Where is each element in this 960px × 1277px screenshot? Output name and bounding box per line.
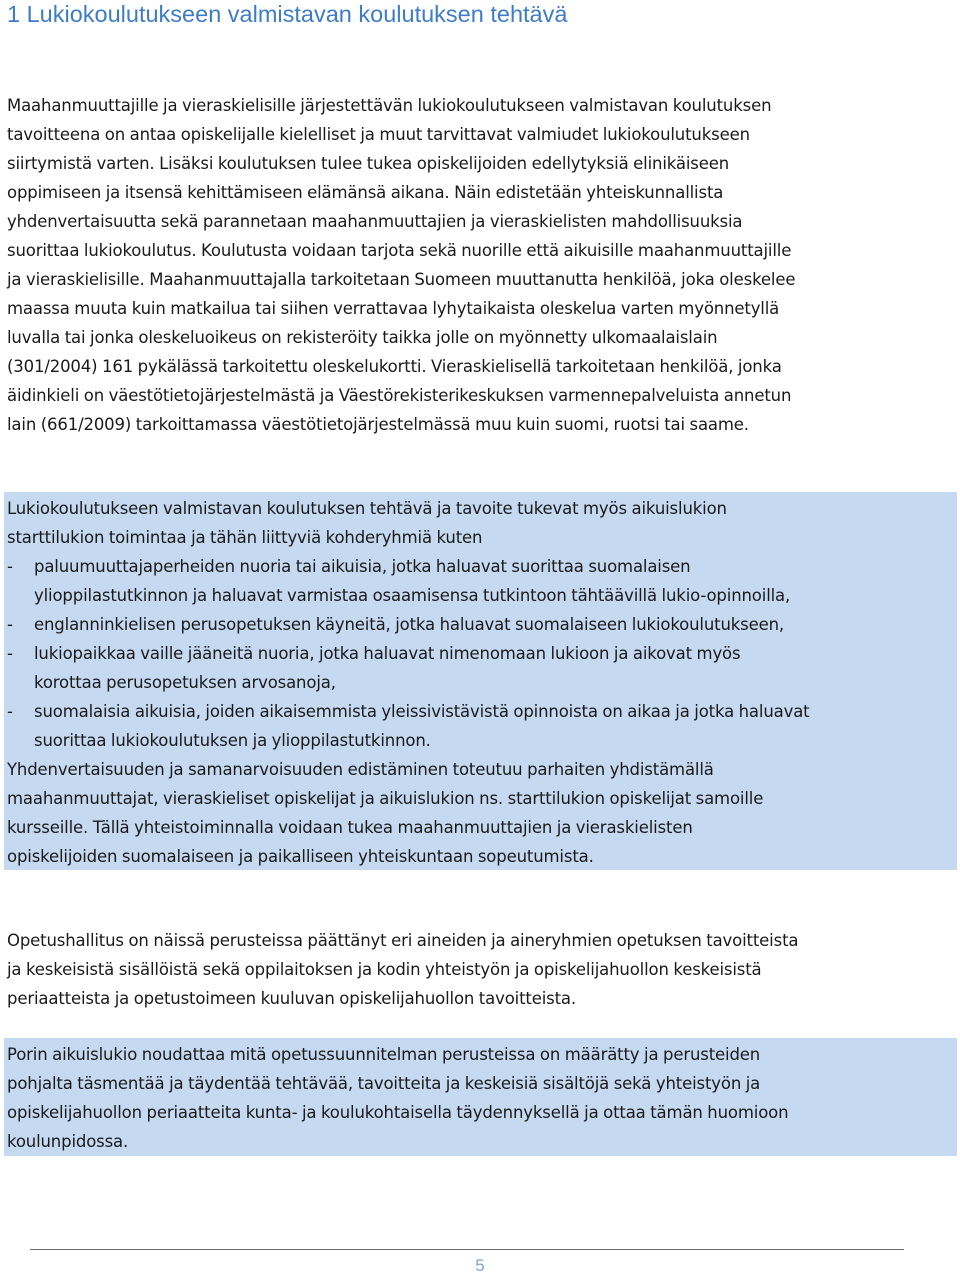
text-line: opiskelijoiden suomalaiseen ja paikalliseen yhteiskuntaan sopeutumista.: [7, 847, 594, 866]
section-heading: 1 Lukiokoulutukseen valmistavan koulutuksen tehtävä: [7, 1, 568, 27]
highlight-box-local-school: [4, 1038, 957, 1156]
text-line: maassa muuta kuin matkailua tai siihen verrattavaa lyhytaikaista oleskelua varten myönnetyllä: [7, 299, 780, 318]
text-line: (301/2004) 161 pykälässä tarkoitettu oleskelukortti. Vieraskielisellä tarkoitetaan henkilöä, jonka: [7, 357, 782, 376]
text-line: yhdenvertaisuutta sekä parannetaan maahanmuuttajien ja vieraskielisten mahdollisuuksia: [7, 212, 743, 231]
text-line: starttilukion toimintaa ja tähän liittyviä kohderyhmiä kuten: [7, 528, 483, 547]
text-line: siirtymistä varten. Lisäksi koulutuksen tulee tukea opiskelijoiden edellytyksiä elinikäiseen: [7, 154, 730, 173]
list-item-continuation: ylioppilastutkinnon ja haluavat varmistaa osaamisensa tutkintoon tähtäävillä lukio-opinnoilla,: [34, 586, 791, 605]
target-groups-paragraph: [7, 494, 952, 871]
text-line: Maahanmuuttajille ja vieraskielisille järjestettävän lukiokoulutukseen valmistavan koulutuksen: [7, 96, 772, 115]
text-line: pohjalta täsmentää ja täydentää tehtävää, tavoitteita ja keskeisiä sisältöjä sekä yhteistyön ja: [7, 1074, 761, 1093]
list-item: [7, 697, 952, 726]
text-line: Opetushallitus on näissä perusteissa päättänyt eri aineiden ja aineryhmien opetuksen tavoitteista: [7, 931, 799, 950]
page-number: 5: [475, 1256, 485, 1275]
text-line: kursseille. Tällä yhteistoiminnalla voidaan tukea maahanmuuttajien ja vieraskielisten: [7, 818, 693, 837]
text-line: suorittaa lukiokoulutus. Koulutusta voidaan tarjota sekä nuorille että aikuisille maahanmuuttajille: [7, 241, 792, 260]
list-item: [7, 610, 952, 639]
list-item-continuation: korottaa perusopetuksen arvosanoja,: [34, 673, 336, 692]
list-item-continuation: suorittaa lukiokoulutuksen ja ylioppilastutkinnon.: [34, 731, 431, 750]
text-line: periaatteista ja opetustoimeen kuuluvan opiskelijahuollon tavoitteista.: [7, 989, 576, 1008]
text-line: Lukiokoulutukseen valmistavan koulutuksen tehtävä ja tavoite tukevat myös aikuislukion: [7, 499, 727, 518]
footer-divider: [30, 1249, 904, 1250]
text-line: lain (661/2009) tarkoittamassa väestötietojärjestelmässä muu kuin suomi, ruotsi tai saame.: [7, 415, 749, 434]
highlight-box-target-groups: [4, 492, 957, 870]
text-line: maahanmuuttajat, vieraskieliset opiskelijat ja aikuislukion ns. starttilukion opiskelijat samoille: [7, 789, 764, 808]
text-line: koulunpidossa.: [7, 1132, 129, 1151]
list-item-text: lukiopaikkaa vaille jääneitä nuoria, jotka haluavat nimenomaan lukioon ja aikovat myös: [34, 644, 741, 663]
list-item-text: englanninkielisen perusopetuksen käyneitä, jotka haluavat suomalaiseen lukiokoulutukseen,: [34, 615, 785, 634]
text-line: oppimiseen ja itsensä kehittämiseen elämänsä aikana. Näin edistetään yhteiskunnallista: [7, 183, 724, 202]
list-item: [7, 639, 952, 668]
local-school-paragraph: [7, 1040, 952, 1156]
text-line: ja keskeisistä sisällöistä sekä oppilaitoksen ja kodin yhteistyön ja opiskelijahuollon keskeisistä: [7, 960, 762, 979]
text-line: tavoitteena on antaa opiskelijalle kielelliset ja muut tarvittavat valmiudet lukiokoulutukseen: [7, 125, 750, 144]
text-line: äidinkieli on väestötietojärjestelmästä ja Väestörekisterikeskuksen varmennepalveluista annetun: [7, 386, 792, 405]
bullet-dash: -: [7, 702, 13, 721]
intro-paragraph: [7, 91, 955, 439]
bullet-dash: -: [7, 615, 13, 634]
list-item-text: suomalaisia aikuisia, joiden aikaisemmista yleissivistävistä opinnoista on aikaa ja jotka haluavat: [34, 702, 810, 721]
text-line: Yhdenvertaisuuden ja samanarvoisuuden edistäminen toteutuu parhaiten yhdistämällä: [7, 760, 714, 779]
bullet-dash: -: [7, 644, 13, 663]
bullet-dash: -: [7, 557, 13, 576]
text-line: luvalla tai jonka oleskeluoikeus on rekisteröity taikka jolle on myönnetty ulkomaalaislain: [7, 328, 718, 347]
list-item-text: paluumuuttajaperheiden nuoria tai aikuisia, jotka haluavat suorittaa suomalaisen: [34, 557, 691, 576]
text-line: ja vieraskielisille. Maahanmuuttajalla tarkoitetaan Suomeen muuttanutta henkilöä, joka oleskelee: [7, 270, 796, 289]
text-line: Porin aikuislukio noudattaa mitä opetussuunnitelman perusteissa on määrätty ja perusteiden: [7, 1045, 761, 1064]
text-line: opiskelijahuollon periaatteita kunta- ja koulukohtaisella täydennyksellä ja ottaa tämän huomioon: [7, 1103, 789, 1122]
curriculum-paragraph: [7, 926, 955, 1013]
list-item: [7, 552, 952, 581]
